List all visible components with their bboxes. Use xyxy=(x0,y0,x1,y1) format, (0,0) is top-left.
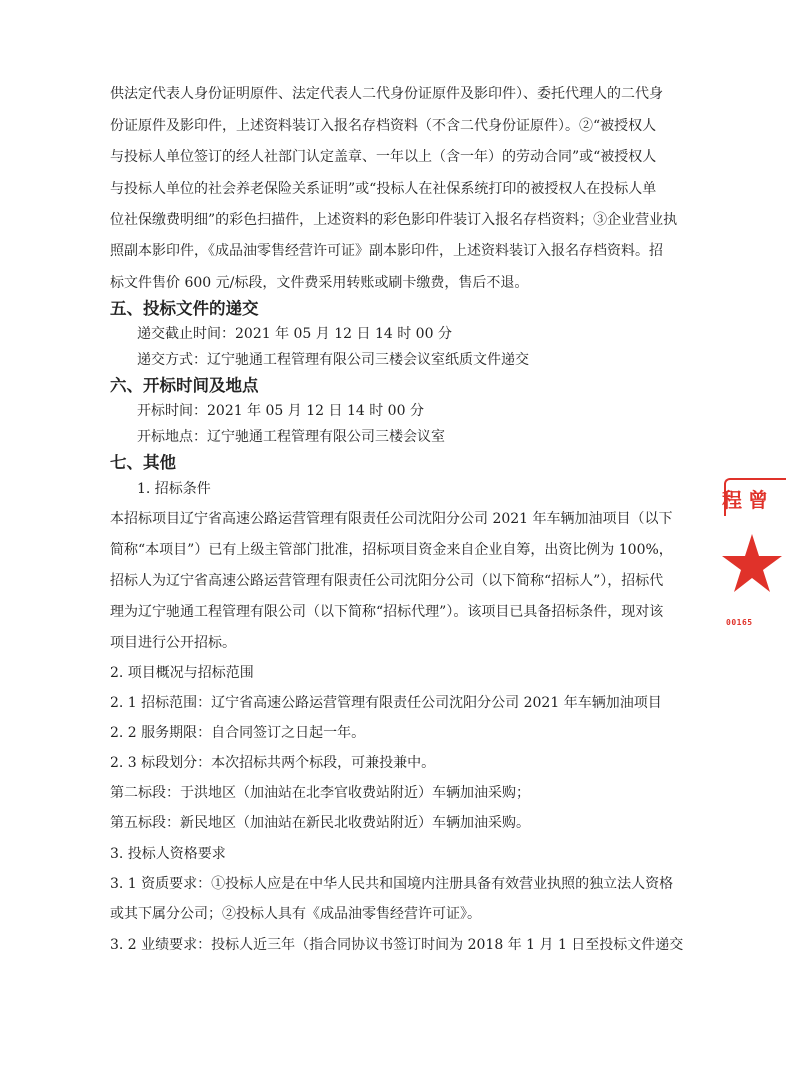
text-line: 照副本影印件，《成品油零售经营许可证》副本影印件，上述资料装订入报名存档资料。招 xyxy=(110,243,663,259)
text-line: 开标地点：辽宁驰通工程管理有限公司三楼会议室 xyxy=(137,429,445,445)
section-heading-6: 六、开标时间及地点 xyxy=(110,376,259,395)
text-line: 2. 项目概况与招标范围 xyxy=(110,665,254,681)
seal-star-icon xyxy=(722,530,762,600)
text-line: 简称“本项目”）已有上级主管部门批准，招标项目资金来自企业自筹，出资比例为 100%， xyxy=(110,542,673,558)
section-heading-5: 五、投标文件的递交 xyxy=(110,299,259,318)
text-line: 2. 3 标段划分：本次招标共两个标段，可兼投兼中。 xyxy=(110,755,436,771)
text-line: 2. 1 招标范围：辽宁省高速公路运营管理有限责任公司沈阳分公司 2021 年车辆加油项目 xyxy=(110,695,662,711)
text-line: 3. 投标人资格要求 xyxy=(110,846,226,862)
text-line: 理为辽宁驰通工程管理有限公司（以下简称“招标代理”）。该项目已具备招标条件，现对该 xyxy=(110,604,664,620)
section-heading-7: 七、其他 xyxy=(110,453,176,472)
text-line: 递交方式：辽宁驰通工程管理有限公司三楼会议室纸质文件递交 xyxy=(137,352,529,368)
text-line: 3. 1 资质要求：①投标人应是在中华人民共和国境内注册具备有效营业执照的独立法人资格 xyxy=(110,876,674,892)
text-line: 3. 2 业绩要求：投标人近三年（指合同协议书签订时间为 2018 年 1 月 1 日至投标文件递交 xyxy=(110,937,684,953)
text-line: 份证原件及影印件，上述资料装订入报名存档资料（不含二代身份证原件）。②“被授权人 xyxy=(110,118,657,134)
text-line: 开标时间：2021 年 05 月 12 日 14 时 00 分 xyxy=(137,403,424,419)
text-line: 1. 招标条件 xyxy=(137,481,211,497)
text-line: 递交截止时间：2021 年 05 月 12 日 14 时 00 分 xyxy=(137,326,452,342)
text-line: 与投标人单位签订的经人社部门认定盖章、一年以上（含一年）的劳动合同”或“被授权人 xyxy=(110,149,657,165)
text-line: 2. 2 服务期限：自合同签订之日起一年。 xyxy=(110,725,366,741)
text-line: 供法定代表人身份证明原件、法定代表人二代身份证原件及影印件）、委托代理人的二代身 xyxy=(110,86,663,102)
text-line: 招标人为辽宁省高速公路运营管理有限责任公司沈阳分公司（以下简称“招标人”），招标代 xyxy=(110,573,664,589)
text-line: 标文件售价 600 元/标段，文件费采用转账或刷卡缴费，售后不退。 xyxy=(110,275,529,291)
text-line: 与投标人单位的社会养老保险关系证明”或“投标人在社保系统打印的被授权人在投标人单 xyxy=(110,181,657,197)
text-line: 第二标段：于洪地区（加油站在北李官收费站附近）车辆加油采购； xyxy=(110,785,530,801)
text-line: 项目进行公开招标。 xyxy=(110,635,236,651)
text-line: 位社保缴费明细”的彩色扫描件，上述资料的彩色影印件装订入报名存档资料；③企业营业执 xyxy=(110,212,678,228)
text-line: 本招标项目辽宁省高速公路运营管理有限责任公司沈阳分公司 2021 年车辆加油项目（以下 xyxy=(110,511,673,527)
text-line: 或其下属分公司；②投标人具有《成品油零售经营许可证》。 xyxy=(110,906,481,922)
seal-number: 00165 xyxy=(726,618,753,627)
seal-text: 程曾 xyxy=(722,488,774,512)
text-line: 第五标段：新民地区（加油站在新民北收费站附近）车辆加油采购。 xyxy=(110,815,530,831)
official-seal-stamp xyxy=(722,478,774,638)
